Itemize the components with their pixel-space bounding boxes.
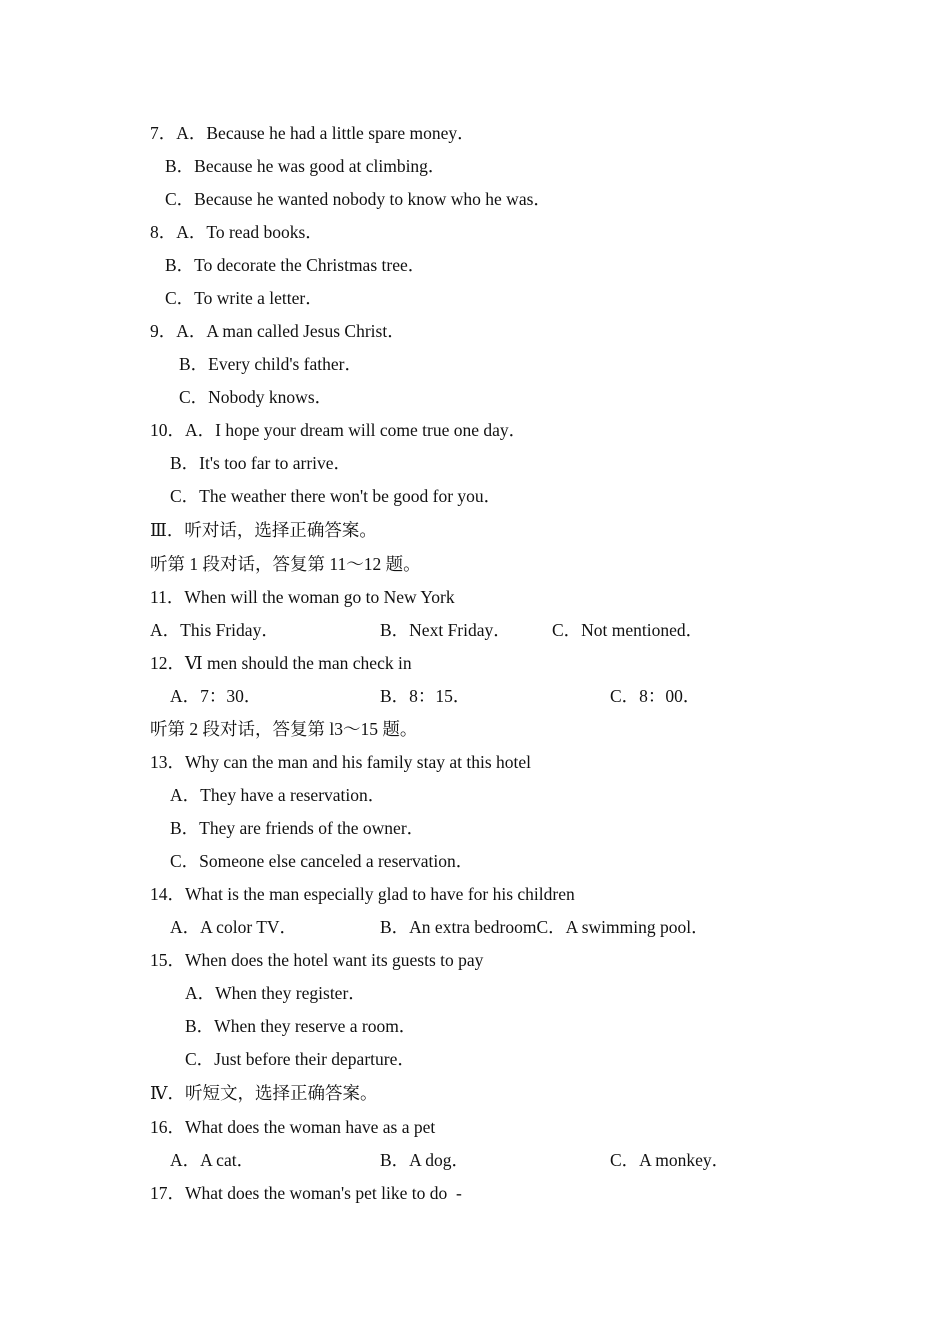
- question-12: 12．Ⅵ men should the man check in: [150, 653, 412, 673]
- question-8-option-a: 8．A．To read books．: [150, 222, 323, 242]
- question-12-option-c: C．8：00．: [610, 686, 701, 706]
- question-12-option-b: B．8：15．: [380, 686, 471, 706]
- question-8-option-c: C．To write a letter．: [165, 288, 323, 308]
- question-16-option-c: C．A monkey．: [610, 1150, 730, 1170]
- question-7-option-b: B．Because he was good at climbing．: [165, 156, 446, 176]
- question-11-option-c: C．Not mentioned．: [552, 620, 704, 640]
- question-13: 13．Why can the man and his family stay at this hotel: [150, 752, 532, 772]
- question-14-option-b-c: B．An extra bedroomC．A swimming pool．: [380, 917, 709, 937]
- question-9-option-a: 9．A．A man called Jesus Christ．: [150, 321, 405, 341]
- question-16-option-b: B．A dog．: [380, 1150, 469, 1170]
- question-10-option-a: 10．A．I hope your dream will come true one day．: [150, 420, 527, 440]
- dialogue-2-instruction: 听第 2 段对话，答复第 l3～15 题。: [150, 719, 418, 739]
- question-13-option-a: A．They have a reservation．: [170, 785, 386, 805]
- question-16-option-a: A．A cat．: [170, 1150, 255, 1170]
- section-3-heading: Ⅲ．听对话，选择正确答案。: [150, 520, 377, 540]
- question-14-option-a: A．A color TV．: [170, 917, 298, 937]
- question-7-option-c: C．Because he wanted nobody to know who he was．: [165, 189, 551, 209]
- question-15-option-b: B．When they reserve a room．: [185, 1016, 417, 1036]
- question-9-option-b: B．Every child's father．: [179, 354, 362, 374]
- question-13-option-b: B．They are friends of the owner．: [170, 818, 425, 838]
- question-15-option-c: C．Just before their departure．: [185, 1049, 415, 1069]
- question-7-option-a: 7．A．Because he had a little spare money．: [150, 123, 475, 143]
- question-14: 14．What is the man especially glad to have for his children: [150, 884, 575, 904]
- question-15-option-a: A．When they register．: [185, 983, 366, 1003]
- question-12-option-a: A．7：30．: [170, 686, 262, 706]
- question-13-option-c: C．Someone else canceled a reservation．: [170, 851, 474, 871]
- question-10-option-c: C．The weather there won't be good for you．: [170, 486, 502, 506]
- question-9-option-c: C．Nobody knows．: [179, 387, 333, 407]
- question-11-option-b: B．Next Friday．: [380, 620, 511, 640]
- question-11: 11．When will the woman go to New York: [150, 587, 455, 607]
- question-15: 15．When does the hotel want its guests to pay: [150, 950, 484, 970]
- section-4-heading: Ⅳ．听短文，选择正确答案。: [150, 1083, 378, 1103]
- question-17: 17．What does the woman's pet like to do -: [150, 1183, 462, 1203]
- question-10-option-b: B．It's too far to arrive．: [170, 453, 352, 473]
- question-8-option-b: B．To decorate the Christmas tree．: [165, 255, 426, 275]
- question-16: 16．What does the woman have as a pet: [150, 1117, 436, 1137]
- dialogue-1-instruction: 听第 1 段对话，答复第 11～12 题。: [150, 554, 421, 574]
- question-11-option-a: A．This Friday．: [150, 620, 279, 640]
